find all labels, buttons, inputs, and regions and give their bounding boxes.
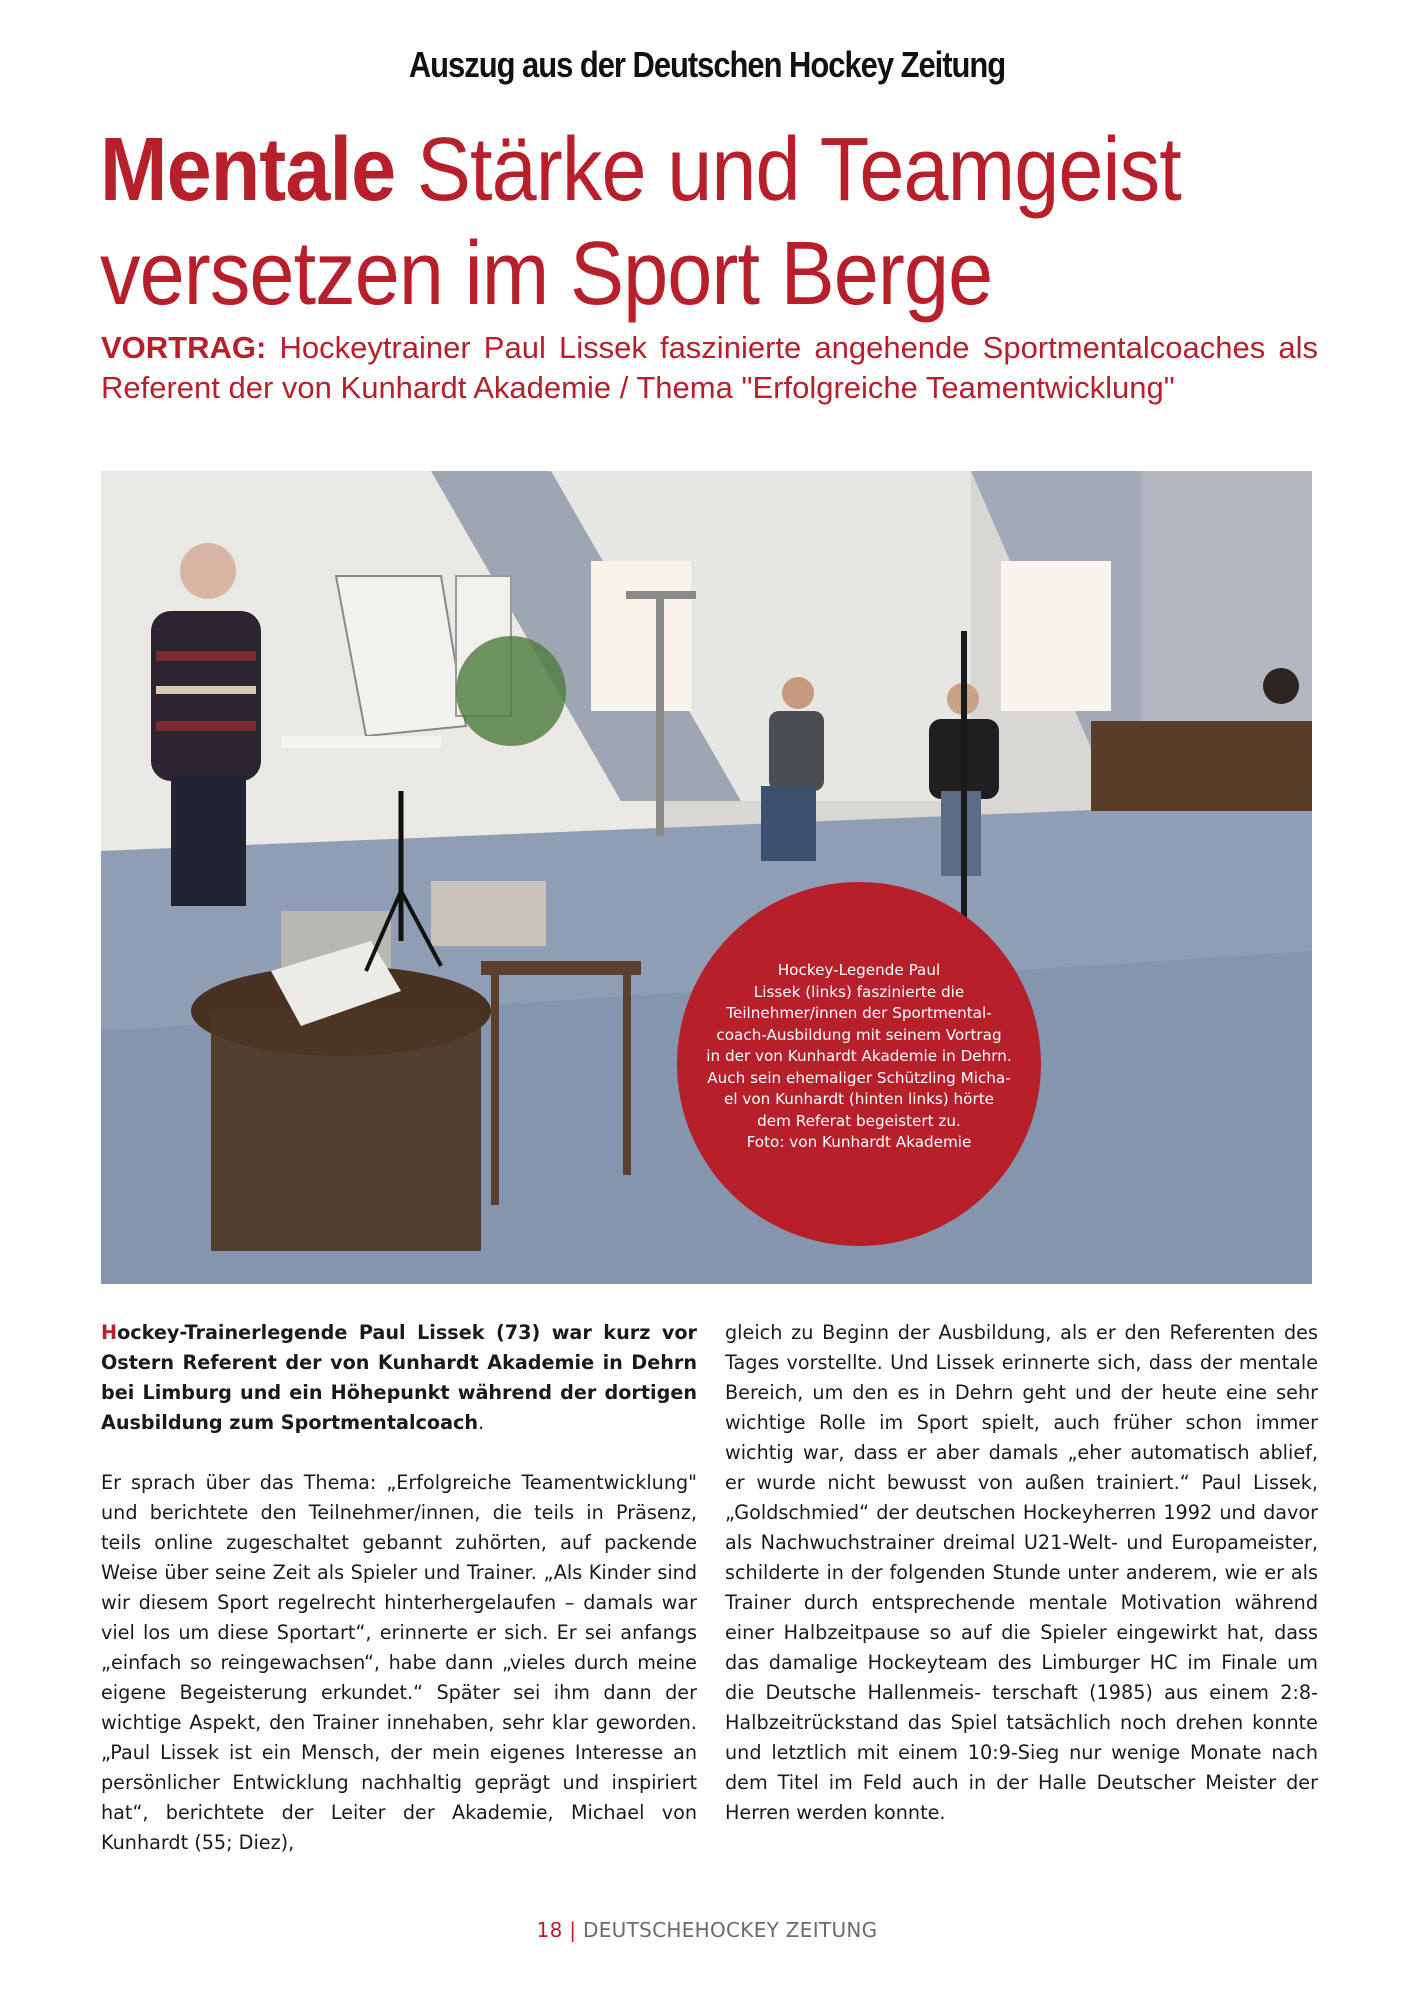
- photo-window-right: [1001, 561, 1111, 711]
- headline-line-1-rest: Stärke und Teamgeist: [395, 120, 1181, 220]
- subtitle-text: Hockeytrainer Paul Lissek faszinierte angehende Sportmentalcoaches als Referent der von Kunhardt Akademie / Thema "Erfolgreiche Teamentwicklung": [101, 330, 1318, 405]
- headline-line-1: [100, 118, 1234, 222]
- article-paragraph: gleich zu Beginn der Ausbildung, als er den Referenten des Tages vorstellte. Und Lissek erinnerte sich, dass der mentale Bereich, um den es in Dehrn geht und der heute eine sehr wichtige Rolle im Sport spielt, auch früher schon immer wichtig war, dass er aber damals „eher automatisch ablief, er wurde nicht bewusst von außen trainiert.“ Paul Lissek, „Goldschmied“ der deutschen Hockeyherren 1992 und davor als Nachwuchstrainer dreimal U21-Welt- und Europameister, schilderte in der folgenden Stunde unter anderem, wie er als Trainer durch entsprechende mentale Motivation während einer Halbzeitpause so auf die Spieler eingewirkt hat, dass das damalige Hockeyteam des Limburger HC im Finale um die Deutsche Hallenmeis- terschaft (1985) aus einem 2:8-Halbzeitrückstand das Spiel tatsächlich noch drehen konnte und letztlich mit einem 10:9-Sieg nur wenige Monate nach dem Titel im Feld auch in der Halle Deutscher Meister der Herren werden konnte.: [725, 1321, 1318, 1824]
- caption-line: el von Kunhardt (hinten links) hörte: [723, 1090, 995, 1109]
- photo-side-table: [281, 736, 441, 748]
- page-number: 18: [536, 1918, 563, 1942]
- photo-table-leg: [491, 975, 499, 1205]
- photo-table-leg: [623, 975, 631, 1175]
- photo-sweater-stripe: [156, 721, 256, 731]
- photo-window-left: [591, 561, 691, 711]
- footer-separator: |: [569, 1918, 577, 1942]
- photo-participant-3: [1263, 668, 1299, 704]
- article-lead: [101, 1318, 697, 1438]
- lead-text: ockey-Trainerlegende Paul Lissek (73) war kurz vor Ostern Referent der von Kunhardt Akademie in Dehrn bei Limburg und ein Höhepunkt während der dortigen Ausbildung zum Sportmentalcoach: [101, 1321, 697, 1434]
- kicker-line: Auszug aus der Deutschen Hockey Zeitung: [408, 44, 1006, 85]
- caption-line: coach-Ausbildung mit seinem Vortrag: [716, 1025, 1002, 1044]
- subtitle: [101, 328, 1318, 408]
- photo-caption: [679, 960, 1039, 1154]
- photo-sweater-stripe: [156, 686, 256, 694]
- caption-line: dem Referat begeistert zu.: [757, 1111, 961, 1130]
- lead-end: .: [478, 1411, 485, 1434]
- subtitle-label: VORTRAG:: [101, 330, 267, 365]
- headline: [100, 118, 1360, 326]
- headline-line-2: versetzen im Sport Berge: [100, 224, 993, 324]
- photo-presenter-sweater: [151, 611, 261, 781]
- photo-participant-1-body: [769, 711, 824, 791]
- photo-small-table: [481, 961, 641, 975]
- photo-presenter-legs: [171, 776, 246, 906]
- photo-participant-1-legs: [761, 786, 816, 861]
- caption-line: in der von Kunhardt Akademie in Dehrn.: [706, 1047, 1012, 1066]
- publication-name: DEUTSCHEHOCKEY ZEITUNG: [583, 1918, 878, 1942]
- article-column-left: [101, 1318, 697, 1858]
- caption-line: Lissek (links) faszinierte die: [753, 982, 965, 1001]
- photo-laptop-2: [431, 881, 546, 946]
- lead-initial: H: [101, 1321, 118, 1344]
- photo-sweater-stripe: [156, 651, 256, 661]
- headline-bold-word: Mentale: [100, 120, 396, 220]
- caption-line: Hockey-Legende Paul: [777, 961, 941, 980]
- article-paragraph: Er sprach über das Thema: „Erfolgreiche Teamentwicklung" und berichtete den Teilnehmer/innen, die teils in Präsenz, teils online zugeschaltet gebannt zuhörten, auf packende Weise über seine Zeit als Spieler und Trainer. „Als Kinder sind wir diesem Sport regelrecht hinterhergelaufen – damals war viel los um diese Sportart“, erinnerte er sich. Er sei anfangs „einfach so reingewachsen“, habe dann „vieles durch meine eigene Begeisterung erkundet.“ Später sei ihm dann der wichtige Aspekt, den Trainer innehaben, sehr klar geworden. „Paul Lissek ist ein Mensch, der mein eigenes Interesse an persönlicher Entwicklung nachhaltig geprägt und inspiriert hat“, berichtete der Leiter der Akademie, Michael von Kunhardt (55; Diez),: [101, 1471, 697, 1854]
- photo-plant: [456, 636, 566, 746]
- article-column-right: [725, 1318, 1318, 1828]
- photo-caption-badge: [677, 882, 1041, 1246]
- photo-presenter-head: [180, 543, 236, 599]
- caption-line: Teilnehmer/innen der Sportmental-: [726, 1004, 992, 1023]
- photo-participant-1-head: [782, 677, 814, 709]
- page-footer: [0, 1918, 1414, 1942]
- photo-desk: [1091, 721, 1312, 811]
- photo-cart-body: [211, 1011, 481, 1251]
- caption-line: Auch sein ehemaliger Schützling Micha-: [707, 1068, 1011, 1087]
- caption-credit: Foto: von Kunhardt Akademie: [746, 1133, 972, 1152]
- photo-floor-lamp-pole: [656, 596, 664, 836]
